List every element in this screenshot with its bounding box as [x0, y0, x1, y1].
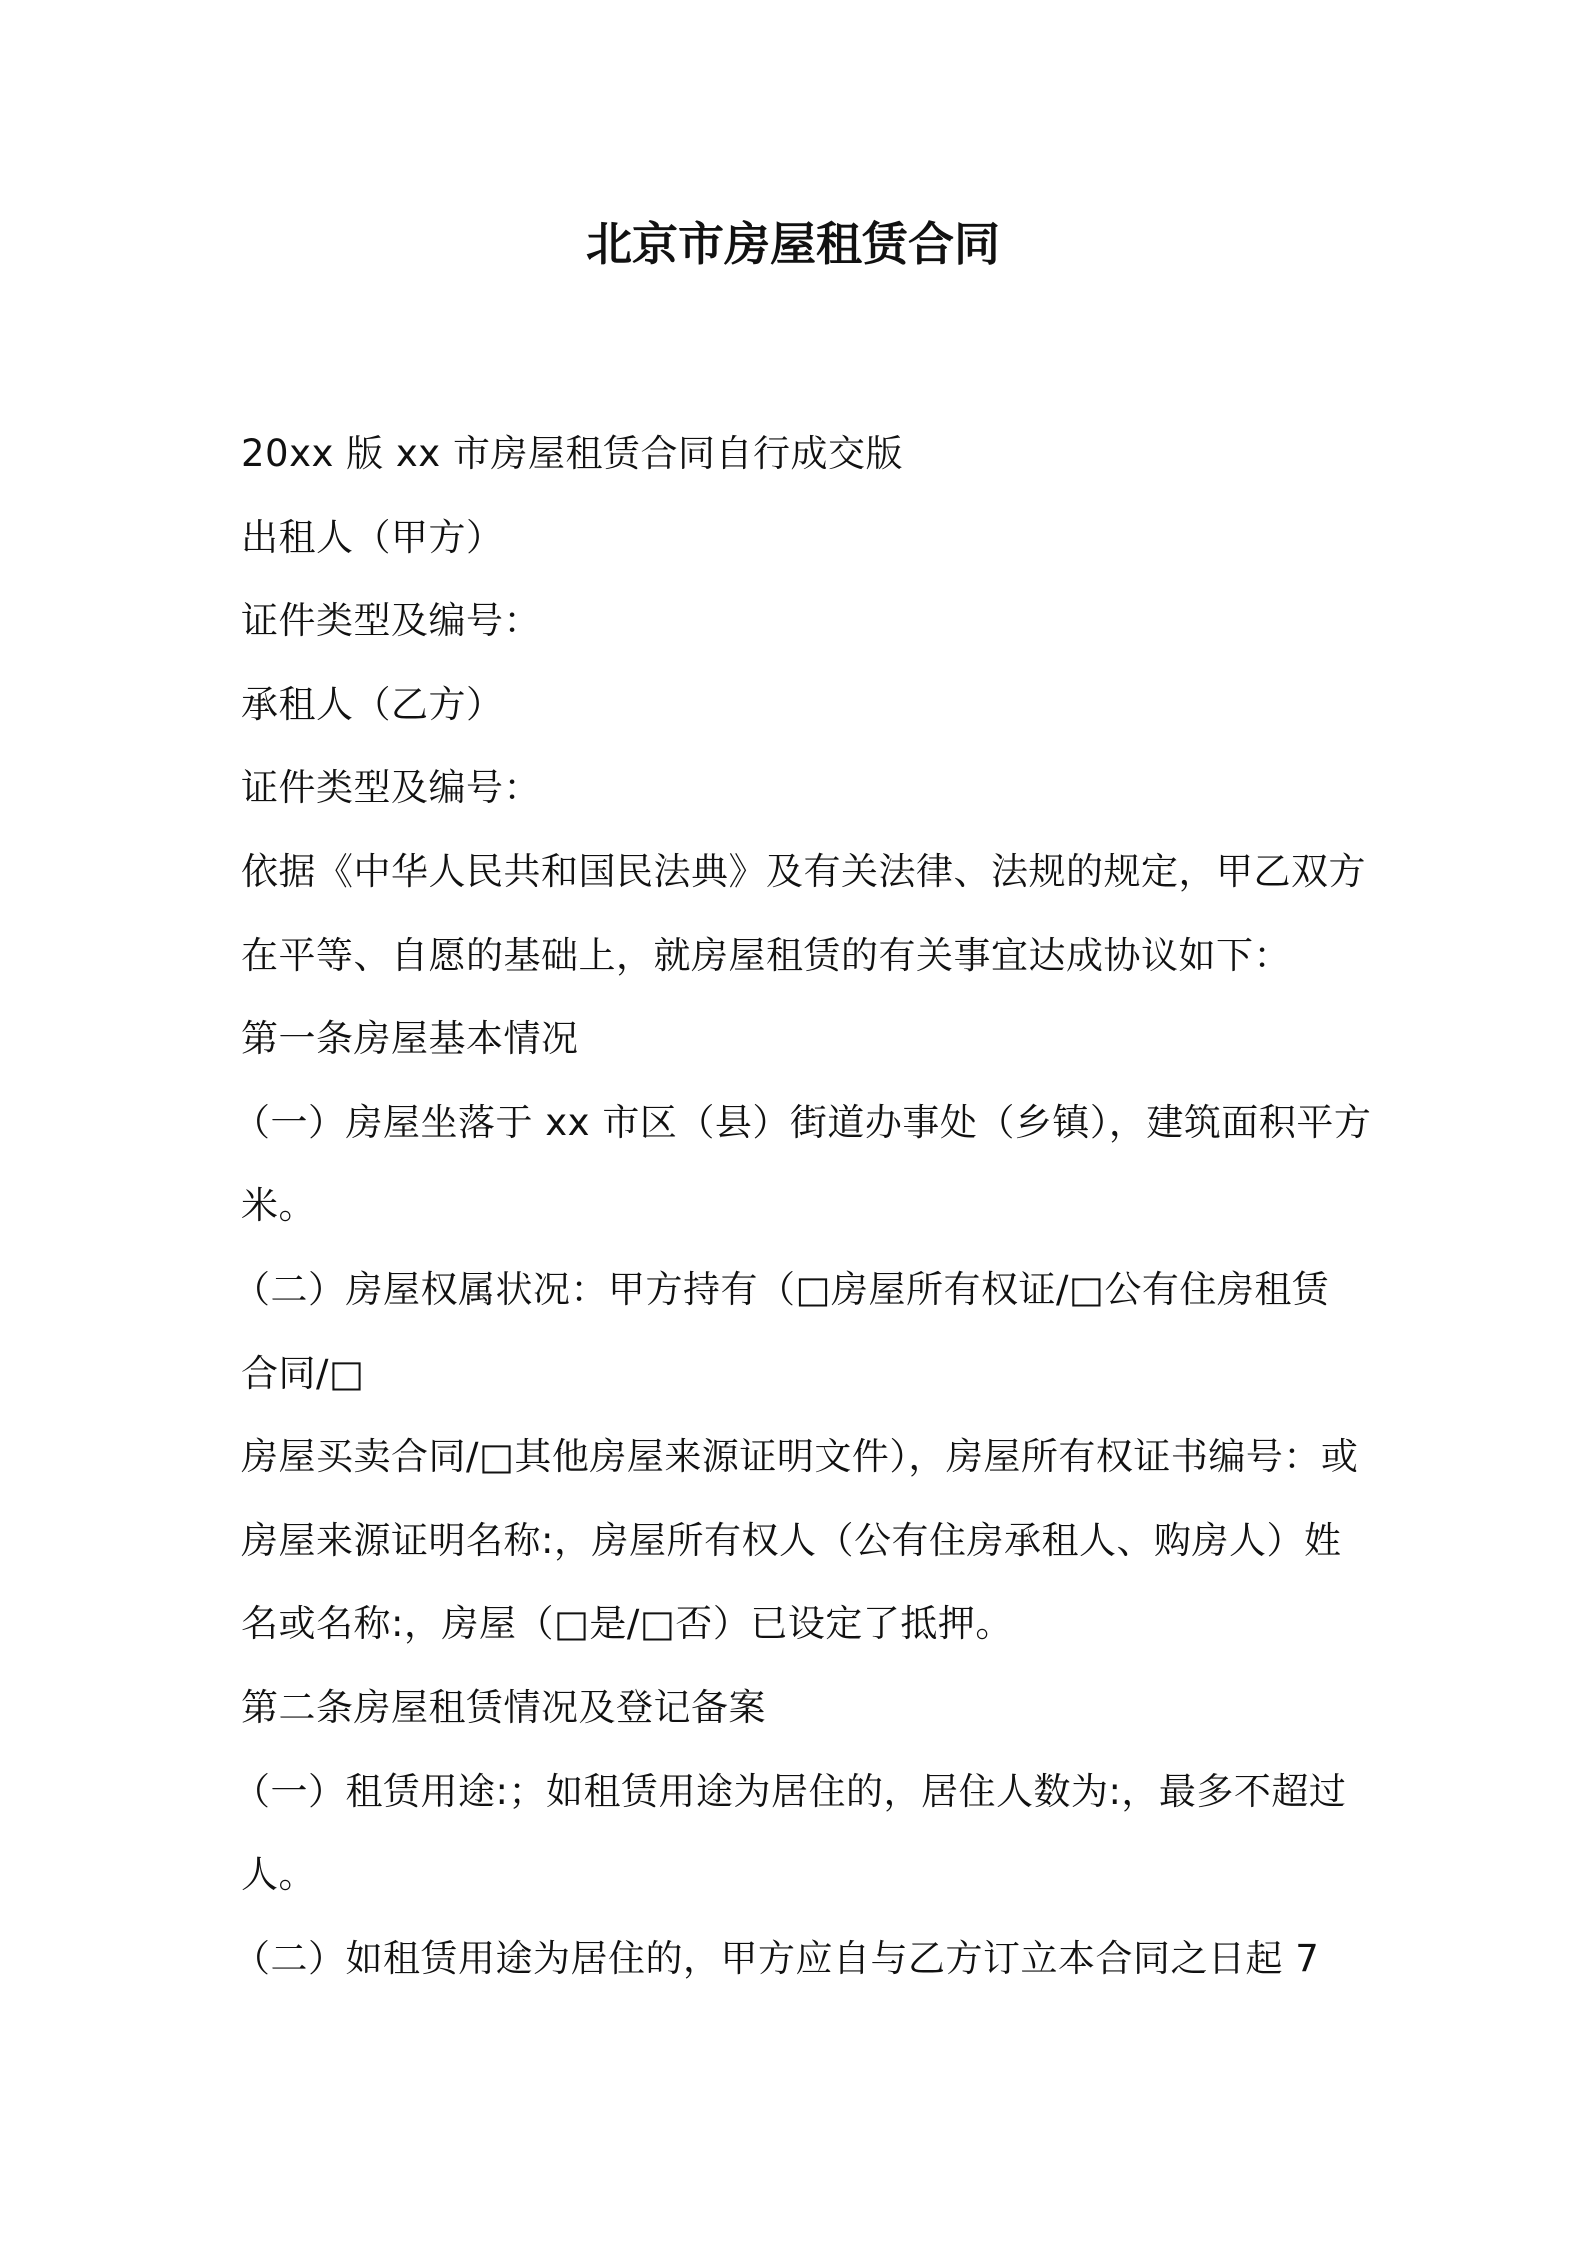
article-2-item-1-line-1: （一）租赁用途:；如租赁用途为居住的，居住人数为:，最多不超过: [233, 1769, 1347, 1813]
article-1-item-2-line-4: 房屋来源证明名称:，房屋所有权人（公有住房承租人、购房人）姓: [241, 1518, 1342, 1562]
article-1-item-2-line-1: （二）房屋权属状况：甲方持有（□房屋所有权证/□公有住房租赁: [233, 1267, 1330, 1311]
article-2-item-1-line-2: 人。: [241, 1853, 316, 1897]
lessor-id-label: 证件类型及编号：: [241, 599, 541, 643]
article-2-heading: 第二条房屋租赁情况及登记备案: [241, 1685, 766, 1729]
article-2-item-2-line-1: （二）如租赁用途为居住的，甲方应自与乙方订立本合同之日起 7: [233, 1936, 1320, 1980]
article-1-item-2-line-2: 合同/□: [241, 1351, 365, 1395]
document-title: 北京市房屋租赁合同: [586, 217, 1000, 271]
article-1-item-1-line-2: 米。: [241, 1184, 316, 1228]
preamble-line-2: 在平等、自愿的基础上，就房屋租赁的有关事宜达成协议如下：: [241, 933, 1291, 977]
document-body: [233, 412, 1372, 2000]
article-1-heading: 第一条房屋基本情况: [241, 1017, 579, 1061]
article-1-item-1-line-1: （一）房屋坐落于 xx 市区（县）街道办事处（乡镇），建筑面积平方: [233, 1100, 1372, 1144]
article-1-item-2-line-3: 房屋买卖合同/□其他房屋来源证明文件），房屋所有权证书编号：或: [241, 1435, 1359, 1479]
article-1-item-2-line-5: 名或名称:，房屋（□是/□否）已设定了抵押。: [241, 1602, 1013, 1646]
preamble-line-1: 依据《中华人民共和国民法典》及有关法律、法规的规定，甲乙双方: [241, 849, 1366, 893]
lessor-label: 出租人（甲方）: [241, 515, 504, 559]
lessee-label: 承租人（乙方）: [241, 682, 504, 726]
version-line: 20xx 版 xx 市房屋租赁合同自行成交版: [241, 432, 903, 475]
lessee-id-label: 证件类型及编号：: [241, 766, 541, 810]
